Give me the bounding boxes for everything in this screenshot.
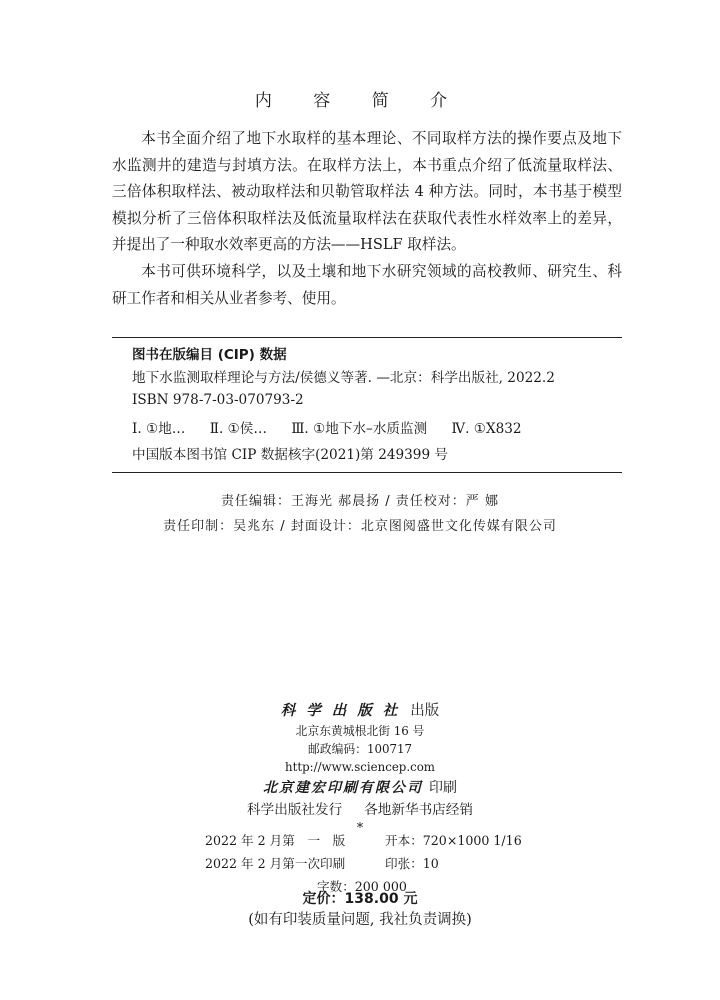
separator-star: * [356,821,364,836]
page-title: 内 容 简 介 [254,91,466,111]
imprint-section [0,700,720,836]
edition-row-2 [205,852,522,875]
cip-isbn: ISBN 978-7-03-070793-2 [132,392,304,408]
edition-row-1 [205,829,522,852]
distribution-publisher: 科学出版社发行 [247,802,343,818]
cip-book-line: 地下水监测取样理论与方法/侯德义等著. —北京：科学出版社, 2022.2 [132,369,555,386]
publisher-logo-text: 科学出版社 [280,703,409,719]
abstract-section [112,126,622,312]
publisher-address: 北京东黄城根北街 16 号 [295,724,425,738]
cip-heading: 图书在版编目 (CIP) 数据 [132,347,287,363]
cip-block [112,337,622,473]
publisher-line [0,700,720,722]
printer-line [0,776,720,800]
publisher-postcode: 邮政编码：100717 [307,742,413,756]
cip-class-3: Ⅲ. ①地下水–水质监测 [291,420,428,437]
book-format: 开本：720×1000 1/16 [385,833,522,848]
credits-production: 责任印制：吴兆东 / 封面设计：北京图阅盛世文化传媒有限公司 [163,519,557,534]
credits-section [0,489,720,539]
printer-suffix: 印刷 [429,780,457,796]
print-sheets: 印张：10 [385,856,439,871]
print-date: 2022 年 2 月第一次印刷 [205,856,346,871]
cip-class-1: Ⅰ. ①地… [132,420,186,437]
cip-classification [132,418,622,441]
cip-class-2: Ⅱ. ①侯… [209,420,267,437]
price: 定价：138.00 元 [302,891,418,907]
distribution-bookstores: 各地新华书店经销 [364,802,473,818]
abstract-paragraph-1: 本书全面介绍了地下水取样的基本理论、不同取样方法的操作要点及地下水监测井的建造与封填方法。在取样方法上，本书重点介绍了低流量取样法、三倍体积取样法、被动取样法和贝勒管取样法 4 种方法。同时，本书基于模型模拟分析了三倍体积取样法及低流量取样法在获取代表性水样效率上的差异，并提出了一种取水效率更高的方法——HSLF 取样法。 [112,130,622,254]
cip-class-4: Ⅳ. ①X832 [451,420,522,437]
publisher-suffix: 出版 [410,703,440,719]
word-count: 字数：200 000 [317,879,407,894]
printer-name: 北京建宏印刷有限公司 [263,780,423,796]
credits-editors: 责任编辑：王海光 郝晨扬 / 责任校对：严 娜 [221,494,499,509]
distribution-line [0,800,720,820]
quality-notice: (如有印装质量问题, 我社负责调换) [248,912,472,928]
publisher-website: http://www.sciencep.com [285,760,435,774]
edition-date: 2022 年 2 月第 一 版 [205,833,346,848]
cip-number: 中国版本图书馆 CIP 数据核字(2021)第 249399 号 [132,447,449,463]
abstract-paragraph-2: 本书可供环境科学，以及土壤和地下水研究领域的高校教师、研究生、科研工作者和相关从业者参考、使用。 [112,262,622,307]
